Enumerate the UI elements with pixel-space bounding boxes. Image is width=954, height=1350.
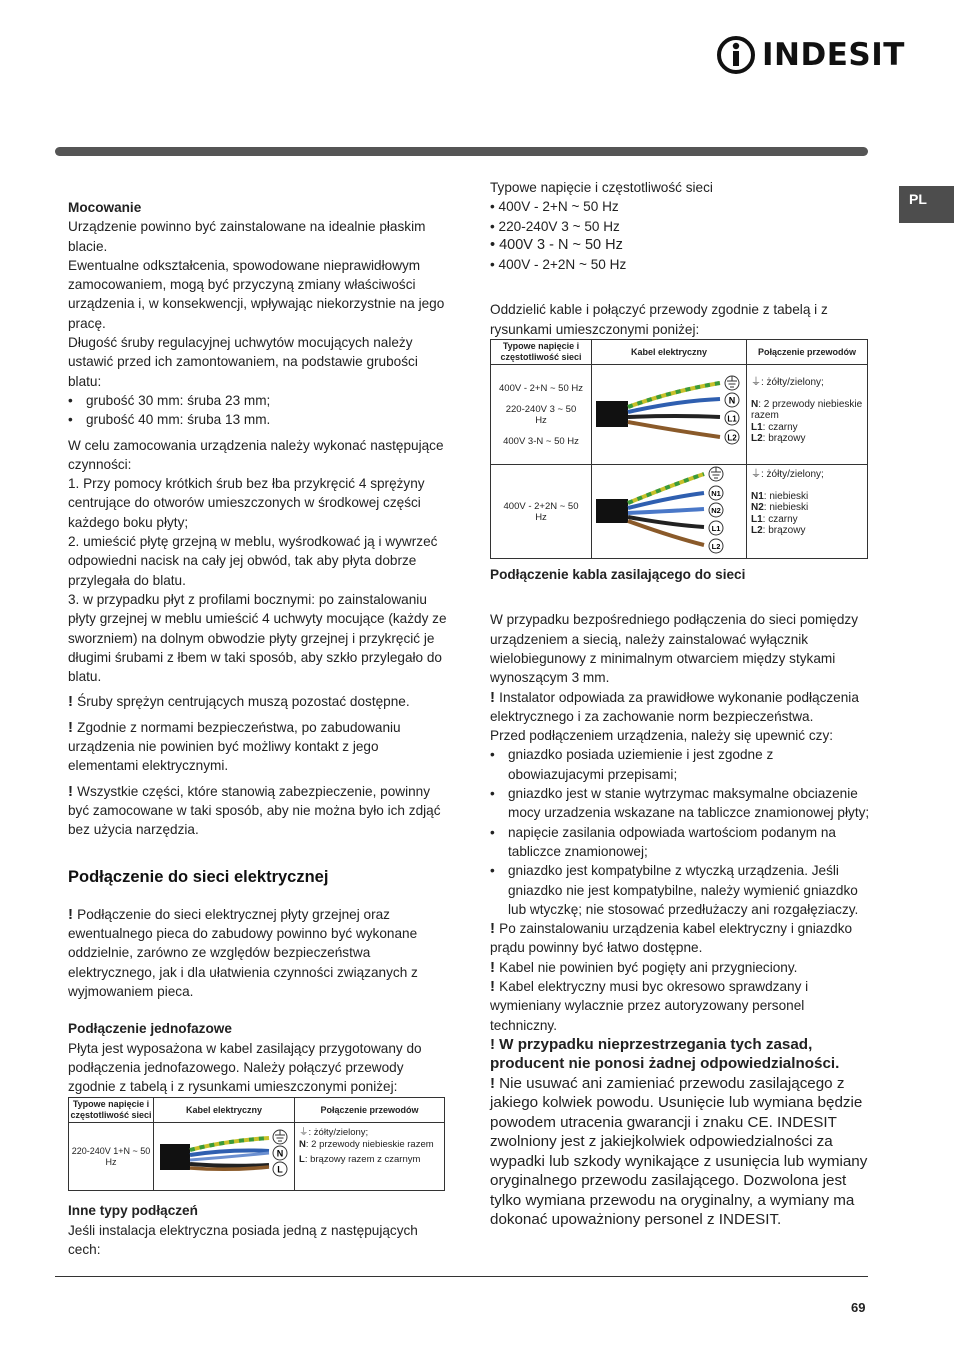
terminal-label: L2: [711, 542, 721, 552]
warning-mark-icon: !: [490, 1074, 500, 1092]
cable-diagram: [154, 1123, 294, 1187]
right-column: [490, 178, 872, 1230]
checks-list: [490, 745, 872, 919]
other-types-heading: Inne typy podłączeń: [68, 1203, 198, 1219]
installer-text: ! Instalator odpowiada za prawidłowe wykonanie podłączenia elektrycznego i za zachowanie norm bezpieczeństwa.: [490, 688, 859, 724]
warning-3: ! Wszystkie części, które stanowią zabezpieczenie, powinny być zamocowane w taki sposób, aby nie można było ich zdjąć bez użycia narzędzia.: [68, 782, 441, 838]
header-bar: [55, 147, 868, 156]
table-header: Kabel elektryczny: [154, 1098, 295, 1123]
list-item: • grubość 30 mm: śruba 23 mm;: [68, 391, 448, 410]
warning-5: ! Kabel nie powinien być pogięty ani przygnieciony.: [490, 958, 798, 976]
section-heading: Podłączenie do sieci elektrycznej: [68, 867, 329, 886]
warning-8: ! Nie usuwać ani zamieniać przewodu zasilającego z jakiego kolwiek powodu. Usunięcie lub wymiana będzie powodem utracenia gwarancji i znaku CE. INDESIT zwolniony jest z jakiejkolwiek odpowiedzialności za wypadki lub szkody wynikające z usunięcia lub wymiany oryginalnego przewodu zasilającego. Dozwolona jest tylko wymiana przewodu na oryginalny, a wymiany ma dokonać upoważniony personel z INDESIT.: [490, 1074, 868, 1229]
warning-mark-icon: !: [68, 693, 78, 711]
terminal-label: N: [728, 395, 736, 406]
voltage-cell: 400V - 2+N ~ 50 Hz 220-240V 3 ~ 50 Hz 400V 3-N ~ 50 Hz: [491, 365, 592, 465]
mocowanie-text-1: Urządzenie powinno być zainstalowane na idealnie płaskim blacie.: [68, 219, 426, 254]
voltage-cell: 220-240V 1+N ~ 50 Hz: [69, 1123, 154, 1191]
warning-2: ! Zgodnie z normami bezpieczeństwa, po zabudowaniu urządzenia nie powinien być możliwy kontakt z jego elementami elektrycznymi.: [68, 718, 401, 774]
table-header: Typowe napięcie i częstotliwość sieci: [69, 1098, 154, 1123]
footer-divider: [55, 1276, 868, 1277]
separate-text: Oddzielić kable i połączyć przewody zgodnie z tabelą i z rysunkami umieszczonymi poniżej:: [490, 302, 828, 337]
warning-mark-icon: !: [68, 718, 78, 736]
step-2: 2. umieścić płytę grzejną w meblu, wyśrodkować ją i wywrzeć odpowiedni nacisk na cały jej obwód, tak aby płyta dobrze przylegała do blatu.: [68, 534, 438, 588]
indesit-logo-mark-icon: [716, 34, 756, 76]
brand-name: INDESIT: [762, 37, 905, 73]
terminal-label: N: [276, 1148, 284, 1159]
cable-diagram-cell: [592, 365, 747, 465]
steps-intro: W celu zamocowania urządzenia należy wykonać następujące czynności:: [68, 437, 444, 472]
terminal-label: N2: [711, 506, 721, 516]
supply-item: • 400V - 2+2N ~ 50 Hz: [490, 257, 627, 273]
terminal-label: L2: [727, 433, 737, 443]
mocowanie-text-3: Długość śruby regulacyjnej uchwytów mocujących należy ustawić przed ich zamontowaniem, na podstawie grubości blatu:: [68, 335, 418, 389]
list-item: • gniazdko jest kompatybilne z wtyczką urządzenia. Jeśli gniazdko nie jest kompatybilne, należy wymienić gniazdko lub wtyczkę; nie stosować przedłużaczy ani rozgałęziaczy.: [490, 861, 872, 919]
earth-icon: ⏚: [751, 469, 761, 481]
legend-cell: ⏚: żółty/zielony; N1: niebieski N2: niebieski L1: czarny L2: brązowy: [747, 465, 868, 559]
list-item: • gniazdko jest w stanie wytrzymac maksymalne obciazenie mocy urzadzenia wskazane na tabliczce znamionowej płyty;: [490, 784, 872, 823]
check-intro: Przed podłączeniem urządzenia, należy się upewnić czy:: [490, 728, 834, 744]
warning-1: ! Śruby sprężyn centrujących muszą pozostać dostępne.: [68, 693, 410, 711]
thickness-list: [68, 391, 448, 430]
left-column: [68, 198, 448, 1259]
page-number: 69: [851, 1300, 866, 1315]
terminal-label: L1: [727, 414, 737, 424]
cable-diagram-cell: [592, 465, 747, 559]
table-header: Połączenie przewodów: [747, 340, 868, 365]
warning-mark-icon: !: [490, 978, 500, 996]
warning-mark-icon: !: [490, 688, 500, 706]
warning-mark-icon: !: [490, 958, 500, 976]
table-header: Kabel elektryczny: [592, 340, 747, 365]
indesit-logo: [716, 34, 905, 76]
cable-heading: Podłączenie kabla zasilającego do sieci: [490, 567, 746, 583]
cable-diagram: [592, 365, 746, 461]
terminal-label: L: [277, 1164, 283, 1175]
single-phase-heading: Podłączenie jednofazowe: [68, 1021, 232, 1037]
multi-phase-table: [490, 339, 868, 559]
terminal-label: L1: [711, 524, 721, 534]
warning-mark-icon: !: [490, 920, 500, 938]
warning-mark-icon: !: [490, 1035, 500, 1053]
step-1: 1. Przy pomocy krótkich śrub bez łba przykręcić 4 sprężyny centrujące do otworów umieszczonych w środkowej części każdego boku płyty;: [68, 476, 425, 530]
list-item: • gniazdko posiada uziemienie i jest zgodne z obowiazujacymi przepisami;: [490, 745, 872, 784]
terminal-label: N1: [711, 489, 721, 499]
list-item: • grubość 40 mm: śruba 13 mm.: [68, 410, 448, 429]
cable-diagram-cell: [154, 1123, 295, 1191]
legend-cell: ⏚: żółty/zielony; N: 2 przewody niebieskie razem L1: czarny L2: brązowy: [747, 365, 868, 465]
mocowanie-heading: Mocowanie: [68, 200, 142, 215]
warning-mark-icon: !: [68, 905, 78, 923]
language-tab: PL: [899, 186, 954, 223]
section-text: ! Podłączenie do sieci elektrycznej płyty grzejnej oraz ewentualnego pieca do zabudowy powinno być wykonane oddzielnie, zarówno ze względów bezpieczeństwa elektrycznego, jak i dla ułatwienia czynności związanych z wyjmowaniem pieca.: [68, 905, 418, 999]
warning-7: ! W przypadku nieprzestrzegania tych zasad, producent nie ponosi żadnej odpowiedzialności.: [490, 1035, 840, 1073]
earth-icon: ⏚: [299, 1127, 309, 1139]
single-phase-text: Płyta jest wyposażona w kabel zasilający przygotowany do podłączenia jednofazowego. Należy połączyć przewody zgodnie z tabelą i z rysunkami umieszczonymi poniżej:: [68, 1040, 422, 1095]
supply-item: • 400V 3 - N ~ 50 Hz: [490, 236, 623, 253]
supply-heading: Typowe napięcie i częstotliwość sieci: [490, 180, 713, 195]
warning-mark-icon: !: [68, 782, 78, 800]
single-phase-table: [68, 1097, 445, 1191]
step-3: 3. w przypadku płyt z profilami bocznymi: po zainstalowaniu płyty grzejnej w meblu umieścić 4 uchwyty mocujące (każdy ze sworzniem) na dolnym obwodzie płyty grzejnej i przykręcić je długimi śrubami z łbem w taki sposób, aby szkło przylegało do blatu.: [68, 591, 447, 685]
list-item: • napięcie zasilania odpowiada wartościom podanym na tabliczce znamionowej;: [490, 823, 872, 862]
mocowanie-text-2: Ewentualne odkształcenia, spowodowane nieprawidłowym zamocowaniem, mogą być przyczyną zmiany właściwości urządzenia i, w konsekwencji, wpływając niekorzystnie na jego pracę.: [68, 257, 445, 331]
warning-4: ! Po zainstalowaniu urządzenia kabel elektryczny i gniazdko prądu powinny być łatwo dostępne.: [490, 920, 853, 956]
warning-6: ! Kabel elektryczny musi byc okresowo sprawdzany i wymieniany wylacznie przez autoryzowany personel techniczny.: [490, 978, 809, 1033]
table-header: Typowe napięcie i częstotliwość sieci: [491, 340, 592, 365]
supply-item: • 220-240V 3 ~ 50 Hz: [490, 218, 620, 234]
table-header: Połączenie przewodów: [295, 1098, 445, 1123]
cable-diagram: [592, 465, 746, 555]
legend-cell: ⏚: żółty/zielony; N: 2 przewody niebieskie razem L: brązowy razem z czarnym: [295, 1123, 445, 1191]
earth-icon: ⏚: [751, 377, 761, 389]
supply-item: • 400V - 2+N ~ 50 Hz: [490, 199, 619, 215]
direct-text: W przypadku bezpośredniego podłączenia do sieci pomiędzy urządzeniem a siecią, należy zainstalować wyłącznik wielobiegunowy z minimalnym otwarciem między stykami wynoszącym 3 mm.: [490, 612, 859, 686]
other-types-text: Jeśli instalacja elektryczna posiada jedną z następujących cech:: [68, 1222, 418, 1258]
voltage-cell: 400V - 2+2N ~ 50 Hz: [491, 465, 592, 559]
